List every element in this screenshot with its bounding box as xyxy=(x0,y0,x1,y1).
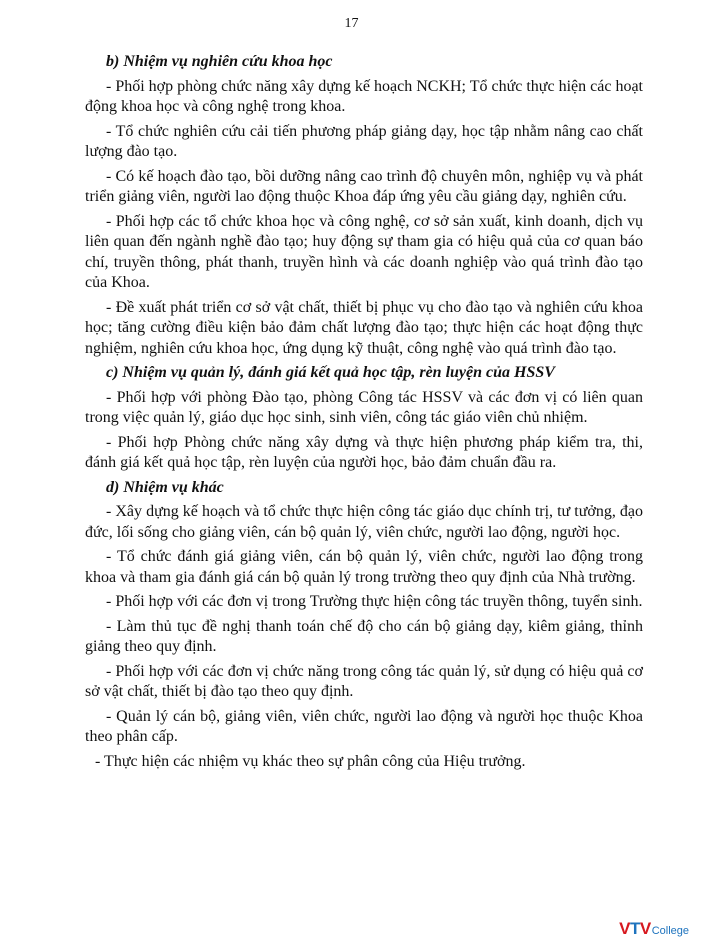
final-paragraph: - Thực hiện các nhiệm vụ khác theo sự phân công của Hiệu trưởng. xyxy=(95,752,526,770)
logo-letter: V xyxy=(619,919,630,938)
logo-letter: T xyxy=(629,919,640,938)
paragraph: - Phối hợp với các đơn vị trong Trường thực hiện công tác truyền thông, tuyển sinh. xyxy=(106,593,643,610)
section-student-management xyxy=(85,363,643,474)
section-research xyxy=(85,52,643,359)
section-heading: b) Nhiệm vụ nghiên cứu khoa học xyxy=(106,53,333,70)
page-number: 17 xyxy=(344,16,359,31)
paragraph: - Đề xuất phát triển cơ sở vật chất, thiết bị phục vụ cho đào tạo và nghiên cứu khoa học; tăng cường điều kiện bảo đảm chất lượng đào tạo; thực hiện các hoạt động thực nghiệm, nghiên cứu khoa học, ứng dụng kỹ thuật, công nghệ vào quá trình đào tạo. xyxy=(85,298,643,357)
paragraph: - Có kế hoạch đào tạo, bồi dưỡng nâng cao trình độ chuyên môn, nghiệp vụ và phát triển giảng viên, người lao động thuộc Khoa đáp ứng yêu cầu giảng dạy, nghiên cứu. xyxy=(85,167,643,205)
paragraph: - Phối hợp với phòng Đào tạo, phòng Công tác HSSV và các đơn vị có liên quan trong việc quản lý, giáo dục học sinh, sinh viên, công tác giáo viên chủ nhiệm. xyxy=(85,388,643,426)
paragraph: - Phối hợp các tổ chức khoa học và công nghệ, cơ sở sản xuất, kinh doanh, dịch vụ liên quan đến ngành nghề đào tạo; huy động sự tham gia có hiệu quả của cơ quan báo chí, truyền thông, phát thanh, truyền hình và các doanh nghiệp vào quá trình đào tạo của Khoa. xyxy=(85,212,643,291)
paragraph: - Tổ chức nghiên cứu cải tiến phương pháp giảng dạy, học tập nhằm nâng cao chất lượng đào tạo. xyxy=(85,122,643,160)
vtv-college-logo xyxy=(619,920,689,937)
paragraph: - Quản lý cán bộ, giảng viên, viên chức, người lao động và người học thuộc Khoa theo phân cấp. xyxy=(85,707,643,745)
paragraph: - Phối hợp với các đơn vị chức năng trong công tác quản lý, sử dụng có hiệu quả cơ sở vật chất, thiết bị đào tạo theo quy định. xyxy=(85,662,643,700)
section-other-tasks xyxy=(85,478,643,748)
paragraph: - Phối hợp Phòng chức năng xây dựng và thực hiện phương pháp kiểm tra, thi, đánh giá kết quả học tập, rèn luyện của người học, bảo đảm chuẩn đầu ra. xyxy=(85,433,643,471)
paragraph: - Phối hợp phòng chức năng xây dựng kế hoạch NCKH; Tổ chức thực hiện các hoạt động khoa học và công nghệ trong khoa. xyxy=(85,77,643,115)
paragraph: - Xây dựng kế hoạch và tổ chức thực hiện công tác giáo dục chính trị, tư tưởng, đạo đức, lối sống cho giảng viên, cán bộ quản lý, viên chức, người lao động, người học. xyxy=(85,503,643,541)
document-body xyxy=(85,52,643,776)
section-heading: c) Nhiệm vụ quản lý, đánh giá kết quả học tập, rèn luyện của HSSV xyxy=(106,364,555,381)
logo-letter: V xyxy=(639,919,651,938)
paragraph: - Làm thủ tục đề nghị thanh toán chế độ cho cán bộ giảng dạy, kiêm giảng, thỉnh giảng theo quy định. xyxy=(85,617,643,655)
paragraph: - Tổ chức đánh giá giảng viên, cán bộ quản lý, viên chức, người lao động trong khoa và tham gia đánh giá cán bộ quản lý trong trường theo quy định của Nhà trường. xyxy=(85,548,643,586)
section-heading: d) Nhiệm vụ khác xyxy=(106,478,224,496)
logo-mark xyxy=(619,920,651,937)
logo-word: College xyxy=(651,925,689,937)
